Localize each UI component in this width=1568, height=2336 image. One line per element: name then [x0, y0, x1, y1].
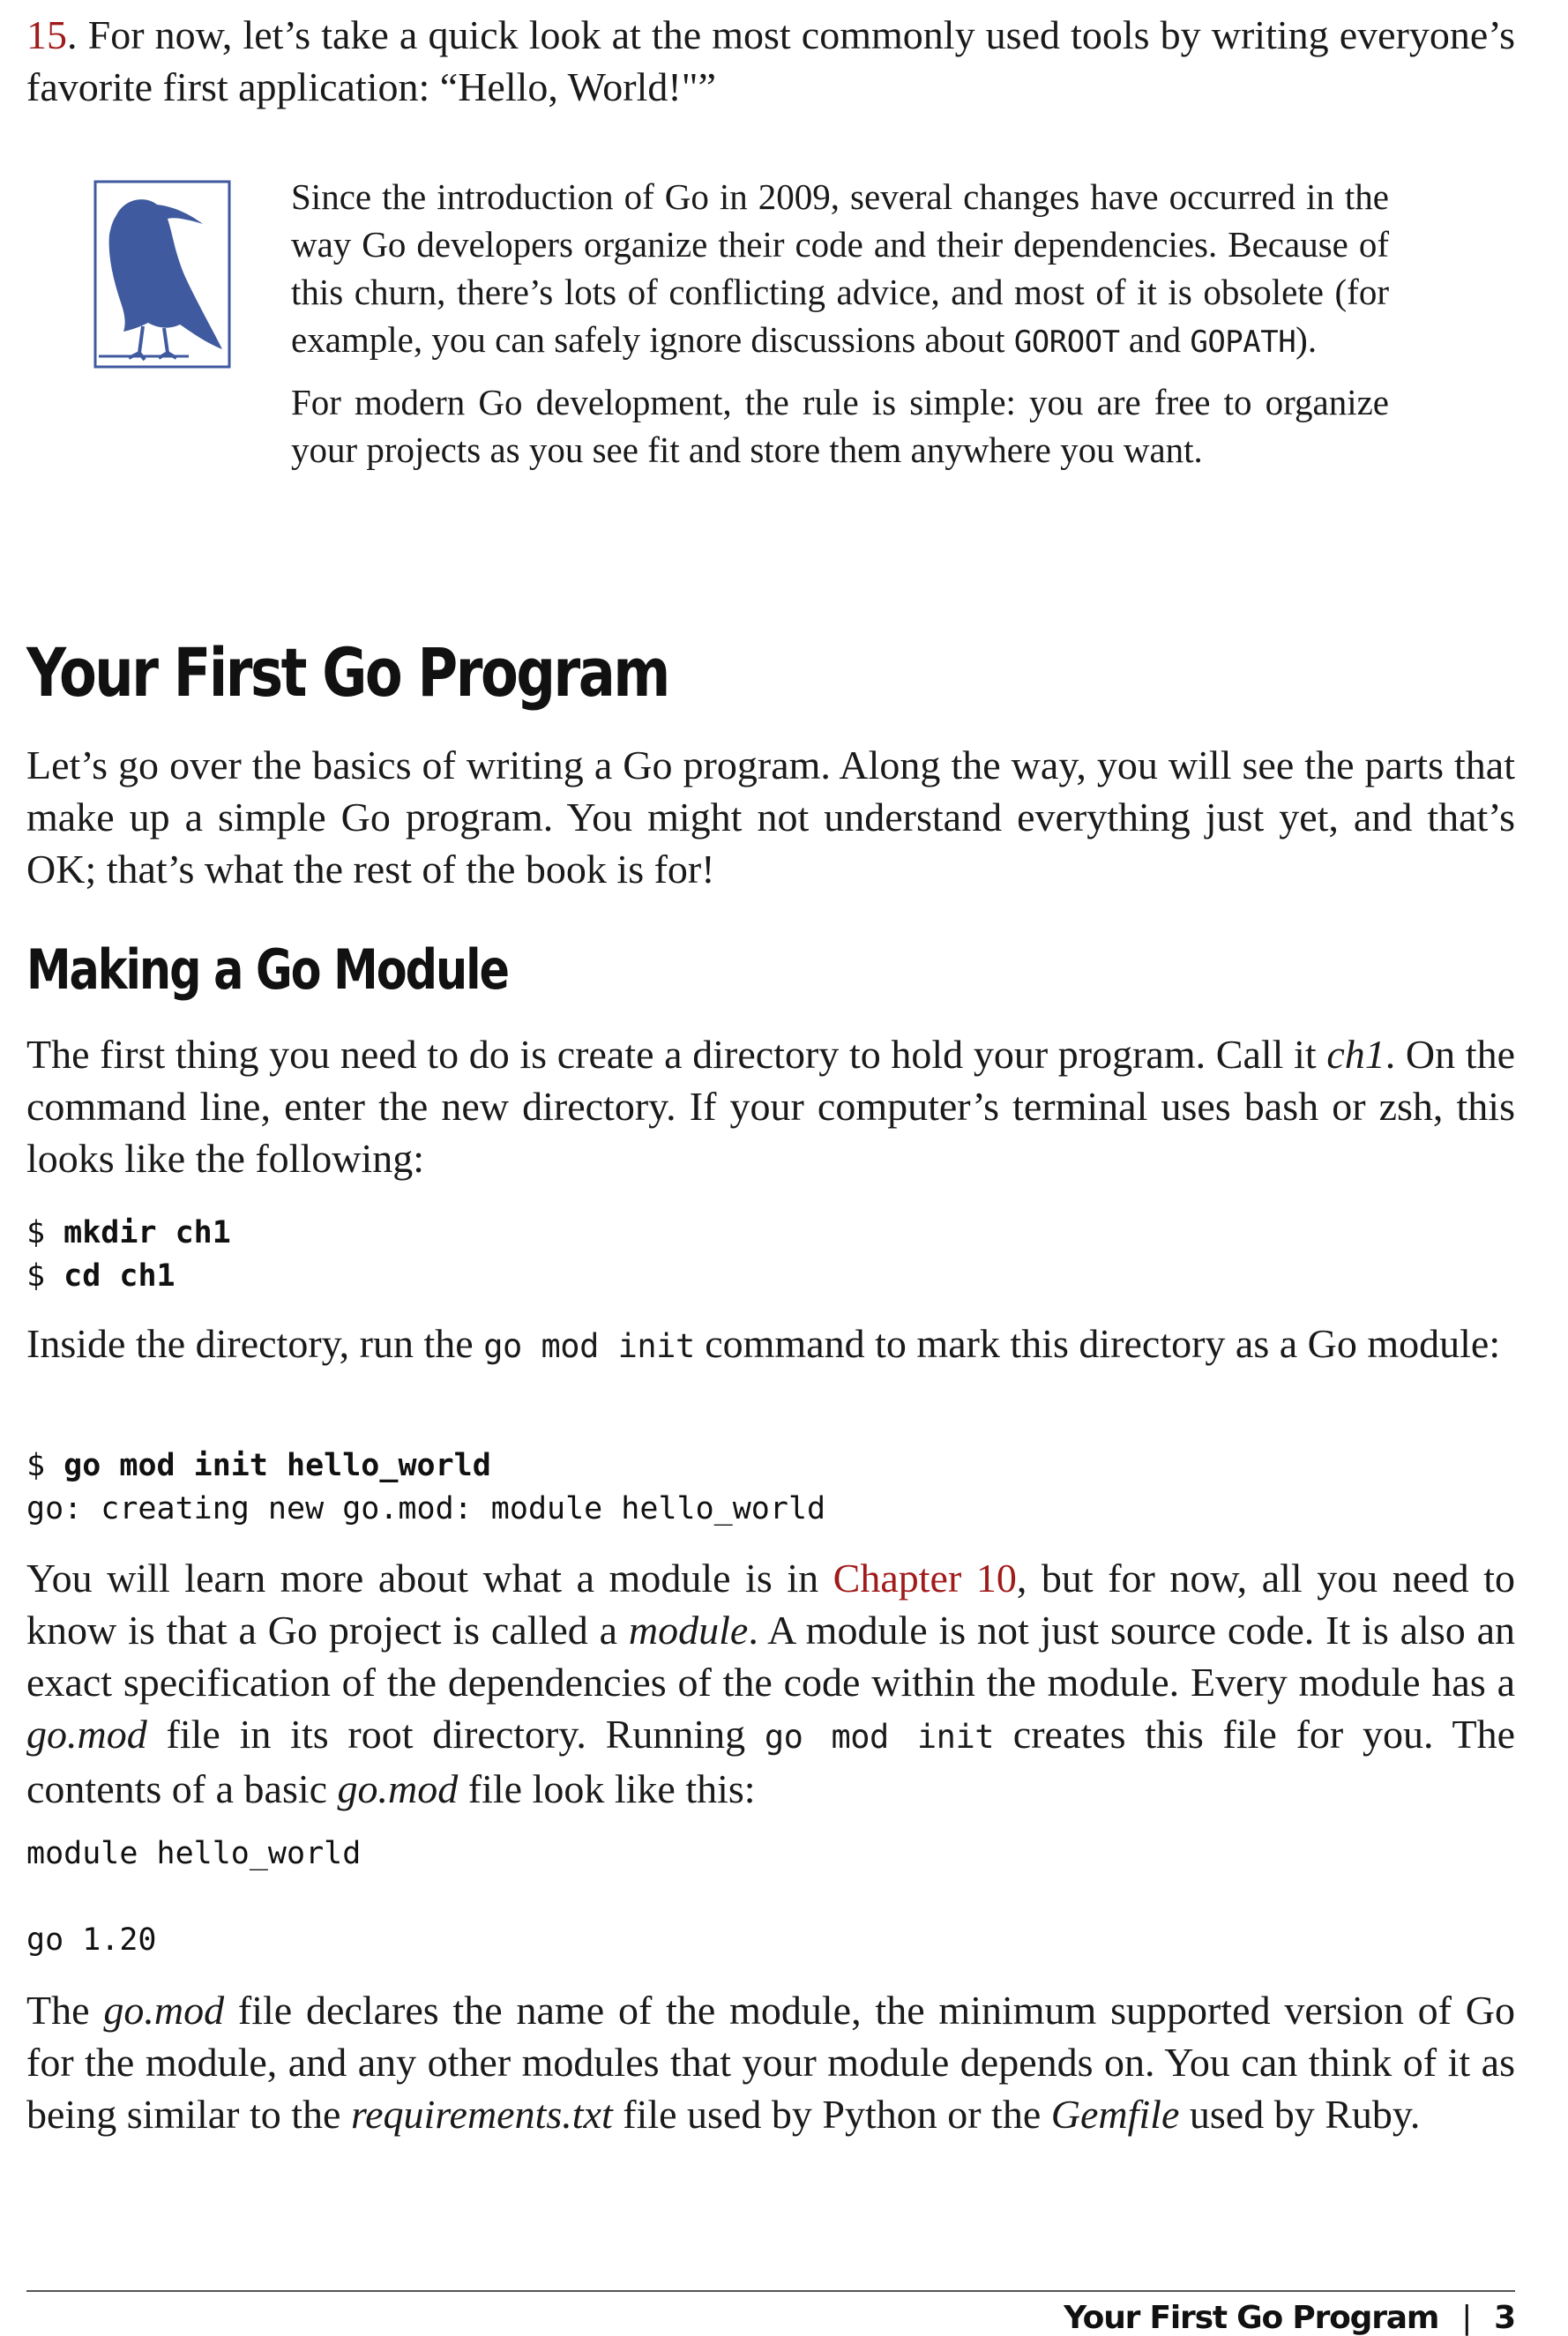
page-footer: [1064, 2300, 1515, 2336]
note-paragraph-1: Since the introduction of Go in 2009, several changes have occurred in the way Go developers organize their code and their dependencies. Because of this churn, there’s lots of conflicting advice, and most of it is obsolete (for example, you can safely ignore discussions about GOROOT and GOPATH).: [291, 176, 1389, 360]
note-paragraph-2: For modern Go development, the rule is simple: you are free to organize your projects as you see fit and store them anywhere you want.: [291, 382, 1389, 470]
paragraph-4: The go.mod file declares the name of the module, the minimum supported version of Go for the module, and any other modules that your module depends on. You can think of it as being similar to the requirements.txt file used by Python or the Gemfile used by Ruby.: [26, 1988, 1515, 2137]
footer-separator: |: [1461, 2300, 1472, 2336]
code-block-3: module hello_world go 1.20: [26, 1836, 362, 1958]
page-number: 3: [1494, 2300, 1515, 2336]
item-number: 15: [26, 12, 67, 57]
chapter-10-link[interactable]: Chapter 10: [833, 1556, 1017, 1601]
bird-note-icon: [93, 180, 231, 369]
intro-paragraph: 15. For now, let’s take a quick look at the most commonly used tools by writing everyone’s favorite first application: “Hello, World!"”: [26, 12, 1515, 109]
section-heading: Your First Go Program: [26, 633, 668, 712]
footer-rule: [26, 2290, 1515, 2292]
note-box: [291, 173, 1389, 474]
paragraph-1: The first thing you need to do is create a directory to hold your program. Call it ch1. On the command line, enter the new directory. If your computer’s terminal uses bash or zsh, this looks like the following:: [26, 1032, 1516, 1181]
subsection-heading: Making a Go Module: [26, 937, 508, 1002]
paragraph-2: Inside the directory, run the go mod init command to mark this directory as a Go module:: [26, 1321, 1501, 1366]
paragraph-3: You will learn more about what a module is in Chapter 10, but for now, all you need to know is that a Go project is called a module. A module is not just source code. It is also an exact specification of the dependencies of the code within the module. Every module has a go.mod file in its root directory. Running go mod init creates this file for you. The contents of a basic go.mod file look like this:: [26, 1556, 1516, 1811]
code-block-1: $ mkdir ch1 $ cd ch1: [26, 1215, 231, 1294]
section-intro-paragraph: Let’s go over the basics of writing a Go program. Along the way, you will see the parts that make up a simple Go program. You might not understand everything just yet, and that’s OK; that’s what the rest of the book is for!: [26, 743, 1515, 892]
running-title: Your First Go Program: [1064, 2300, 1439, 2336]
code-block-2: $ go mod init hello_world go: creating new go.mod: module hello_world: [26, 1448, 826, 1526]
